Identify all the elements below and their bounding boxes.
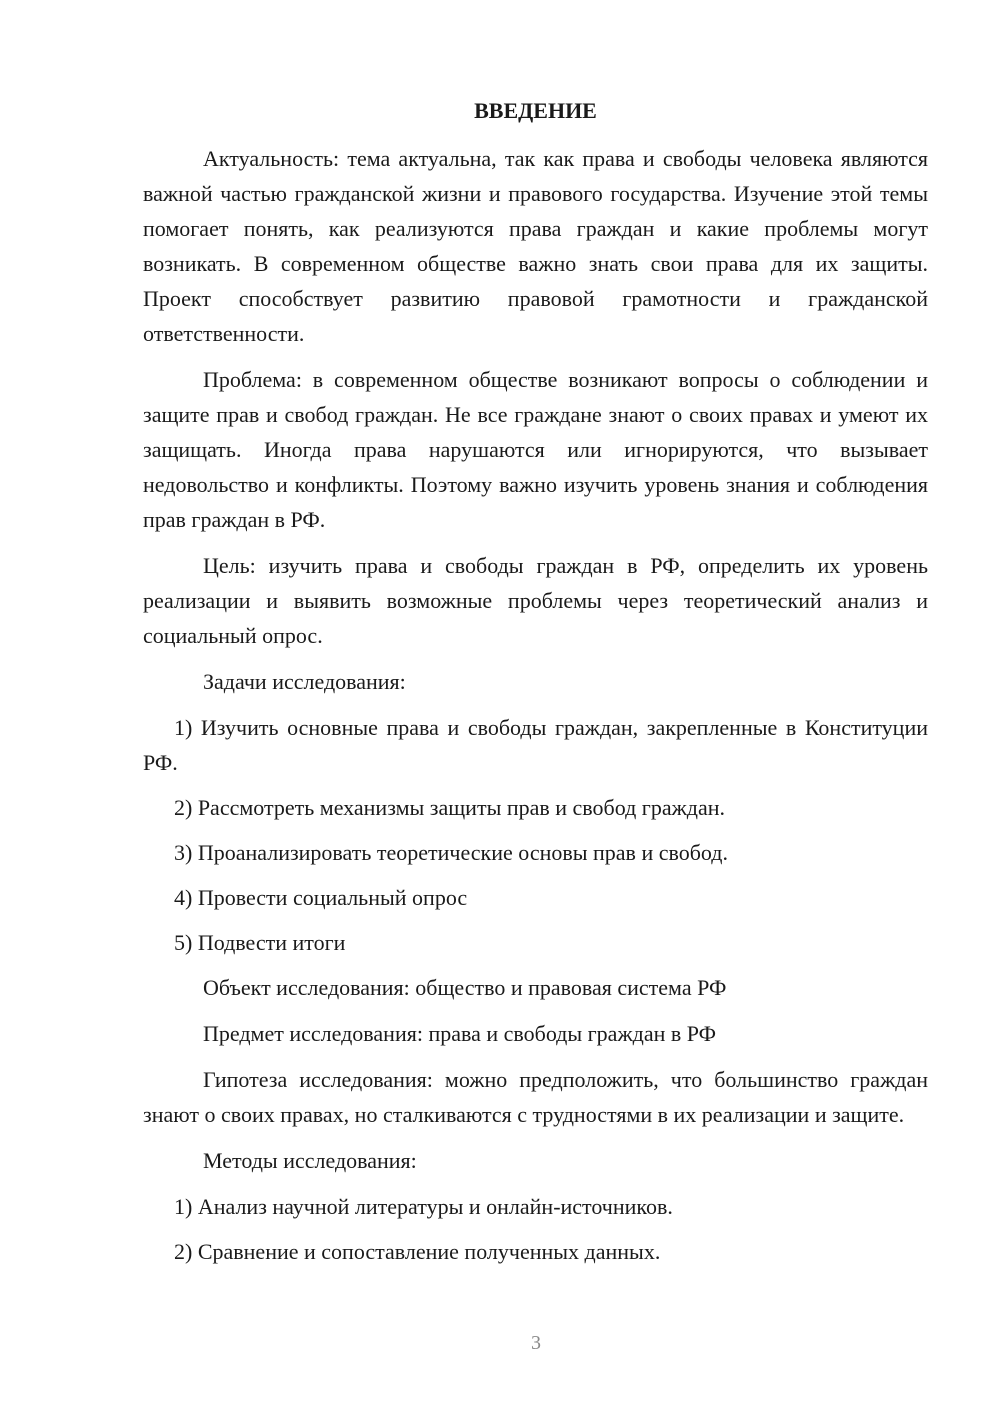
task-item: 4) Провести социальный опрос: [174, 885, 468, 910]
document-page: [143, 96, 928, 1279]
subject-paragraph: Предмет исследования: права и свободы граждан в РФ: [203, 1021, 717, 1046]
tasks-heading: Задачи исследования:: [203, 669, 406, 694]
task-item: 1) Изучить основные права и свободы граждан, закрепленные в Конституции РФ.: [143, 715, 928, 775]
task-item: 2) Рассмотреть механизмы защиты прав и свобод граждан.: [174, 795, 726, 820]
relevance-paragraph: Актуальность: тема актуальна, так как права и свободы человека являются важной частью гражданской жизни и правового государства. Изучение этой темы помогает понять, как реализуются права граждан и какие проблемы могут возникать. В современном обществе важно знать свои права для их защиты. Проект способствует развитию правовой грамотности и гражданской ответственности.: [143, 146, 928, 346]
task-item: 3) Проанализировать теоретические основы прав и свобод.: [174, 840, 728, 865]
method-item: 1) Анализ научной литературы и онлайн-источников.: [174, 1194, 673, 1219]
goal-paragraph: Цель: изучить права и свободы граждан в РФ, определить их уровень реализации и выявить возможные проблемы через теоретический анализ и социальный опрос.: [143, 553, 928, 648]
hypothesis-paragraph: Гипотеза исследования: можно предположить, что большинство граждан знают о своих правах, но сталкиваются с трудностями в их реализации и защите.: [143, 1067, 928, 1127]
object-paragraph: Объект исследования: общество и правовая система РФ: [203, 975, 727, 1000]
page-number: 3: [531, 1332, 541, 1354]
problem-paragraph: Проблема: в современном обществе возникают вопросы о соблюдении и защите прав и свобод граждан. Не все граждане знают о своих правах и умеют их защищать. Иногда права нарушаются или игнорируются, что вызывает недовольство и конфликты. Поэтому важно изучить уровень знания и соблюдения прав граждан в РФ.: [143, 367, 928, 532]
method-item: 2) Сравнение и сопоставление полученных данных.: [174, 1239, 661, 1264]
task-item: 5) Подвести итоги: [174, 930, 346, 955]
page-title: ВВЕДЕНИЕ: [474, 98, 597, 123]
methods-heading: Методы исследования:: [203, 1148, 417, 1173]
